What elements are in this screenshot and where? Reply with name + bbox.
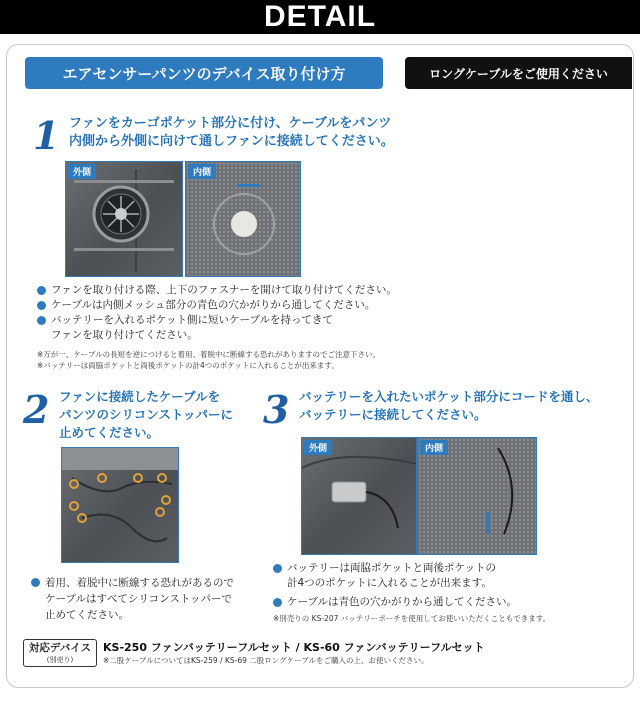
step1-inner-photo xyxy=(185,161,301,277)
step2-number: 2 xyxy=(23,387,50,432)
step1-number: 1 xyxy=(33,113,60,158)
inner-label: 内側 xyxy=(188,164,216,179)
bullet-dot-icon xyxy=(273,598,282,607)
step3-outer-photo xyxy=(301,437,417,555)
step1-bullet-3: バッテリーを入れるポケット側に短いケーブルを持ってきて xyxy=(37,313,607,328)
device-note: ※二股ケーブルについてはKS-259 / KS-69 二股ロングケーブルをご購入の上、お使いください。 xyxy=(103,656,429,665)
fan-outer-illustration xyxy=(66,162,183,277)
step1-outer-photo xyxy=(65,161,183,277)
battery-pocket-illustration xyxy=(302,438,417,555)
device-label: 対応デバイス xyxy=(28,642,92,654)
bullet-dot-icon xyxy=(31,578,40,587)
instruction-card xyxy=(6,44,634,688)
device-label-sub: (別売り) xyxy=(46,656,74,664)
step3-title-line2: バッテリーに接続してください。 xyxy=(299,407,487,422)
bullet-dot-icon xyxy=(273,564,282,573)
step3-bullet1-line1: バッテリーは両脇ポケットと両後ポケットの xyxy=(287,562,496,574)
step2-bullet-line2: ケーブルはすべてシリコンストッパーで xyxy=(45,593,233,605)
step2-bullet-line3: 止めてください。 xyxy=(45,609,129,621)
header-title: DETAIL xyxy=(263,0,377,33)
fan-inner-illustration xyxy=(186,162,301,277)
cable-route-illustration xyxy=(418,438,537,555)
step3-title-line1: バッテリーを入れたいポケット部分にコードを通し、 xyxy=(299,389,599,404)
detail-header xyxy=(0,0,640,34)
step1-title-line2: 内側から外側に向けて通しファンに接続してください。 xyxy=(69,134,394,149)
step1-title xyxy=(69,115,394,151)
long-cable-tab: ロングケーブルをご使用ください xyxy=(405,57,632,89)
step3-note: ※別売りの KS-207 バッテリーポーチを使用してお使いいただくこともできます。 xyxy=(273,614,551,623)
step2-bullet xyxy=(31,575,234,623)
step3-bullet2-text: ケーブルは青色の穴かがりから通してください。 xyxy=(287,596,518,608)
step2-title-line3: 止めてください。 xyxy=(59,425,160,440)
step2-bullet-line1: 着用、着脱中に断線する恐れがあるので xyxy=(45,577,234,589)
outer-label-3: 外側 xyxy=(304,440,332,455)
step1-bullet-1: ファンを取り付ける際、上下のファスナーを開けて取り付けてください。 xyxy=(37,283,607,298)
step2-title-line2: パンツのシリコンストッパーに xyxy=(59,407,234,422)
step3-bullet1-line2: 計4つのポケットに入れることが出来ます。 xyxy=(287,577,492,589)
device-list: KS-250 ファンバッテリーフルセット / KS-60 ファンバッテリーフルセット xyxy=(103,641,485,654)
device-label-box xyxy=(23,639,97,667)
outer-label: 外側 xyxy=(68,164,96,179)
step1-bullets xyxy=(37,283,607,328)
step3-bullet-2 xyxy=(273,595,517,610)
step3-inner-photo xyxy=(417,437,537,555)
main-title-tab: エアセンサーパンツのデバイス取り付け方 xyxy=(25,57,383,89)
step2-title-line1: ファンに接続したケーブルを xyxy=(59,389,221,404)
step1-bullet-2: ケーブルは内側メッシュ部分の青色の穴かがりから通してください。 xyxy=(37,298,607,313)
step3-title xyxy=(299,388,598,424)
step2-photo xyxy=(61,447,179,563)
step3-bullet-1 xyxy=(273,561,496,591)
step1-note-2: ※バッテリーは両脇ポケットと両後ポケットの計4つのポケットに入れることが出来ます。 xyxy=(37,361,339,370)
step2-title xyxy=(59,388,233,442)
inner-label-3: 内側 xyxy=(420,440,448,455)
silicone-stopper-illustration xyxy=(62,448,179,563)
step3-number: 3 xyxy=(263,387,290,432)
step1-note-1: ※万が一、ケーブルの長短を逆につけると着用、着脱中に断線する恐れがありますのでご注意下さい。 xyxy=(37,350,380,359)
step1-title-line1: ファンをカーゴポケット部分に付け、ケーブルをパンツ xyxy=(69,116,392,131)
step1-bullet-3-cont: ファンを取り付けてください。 xyxy=(51,329,198,341)
